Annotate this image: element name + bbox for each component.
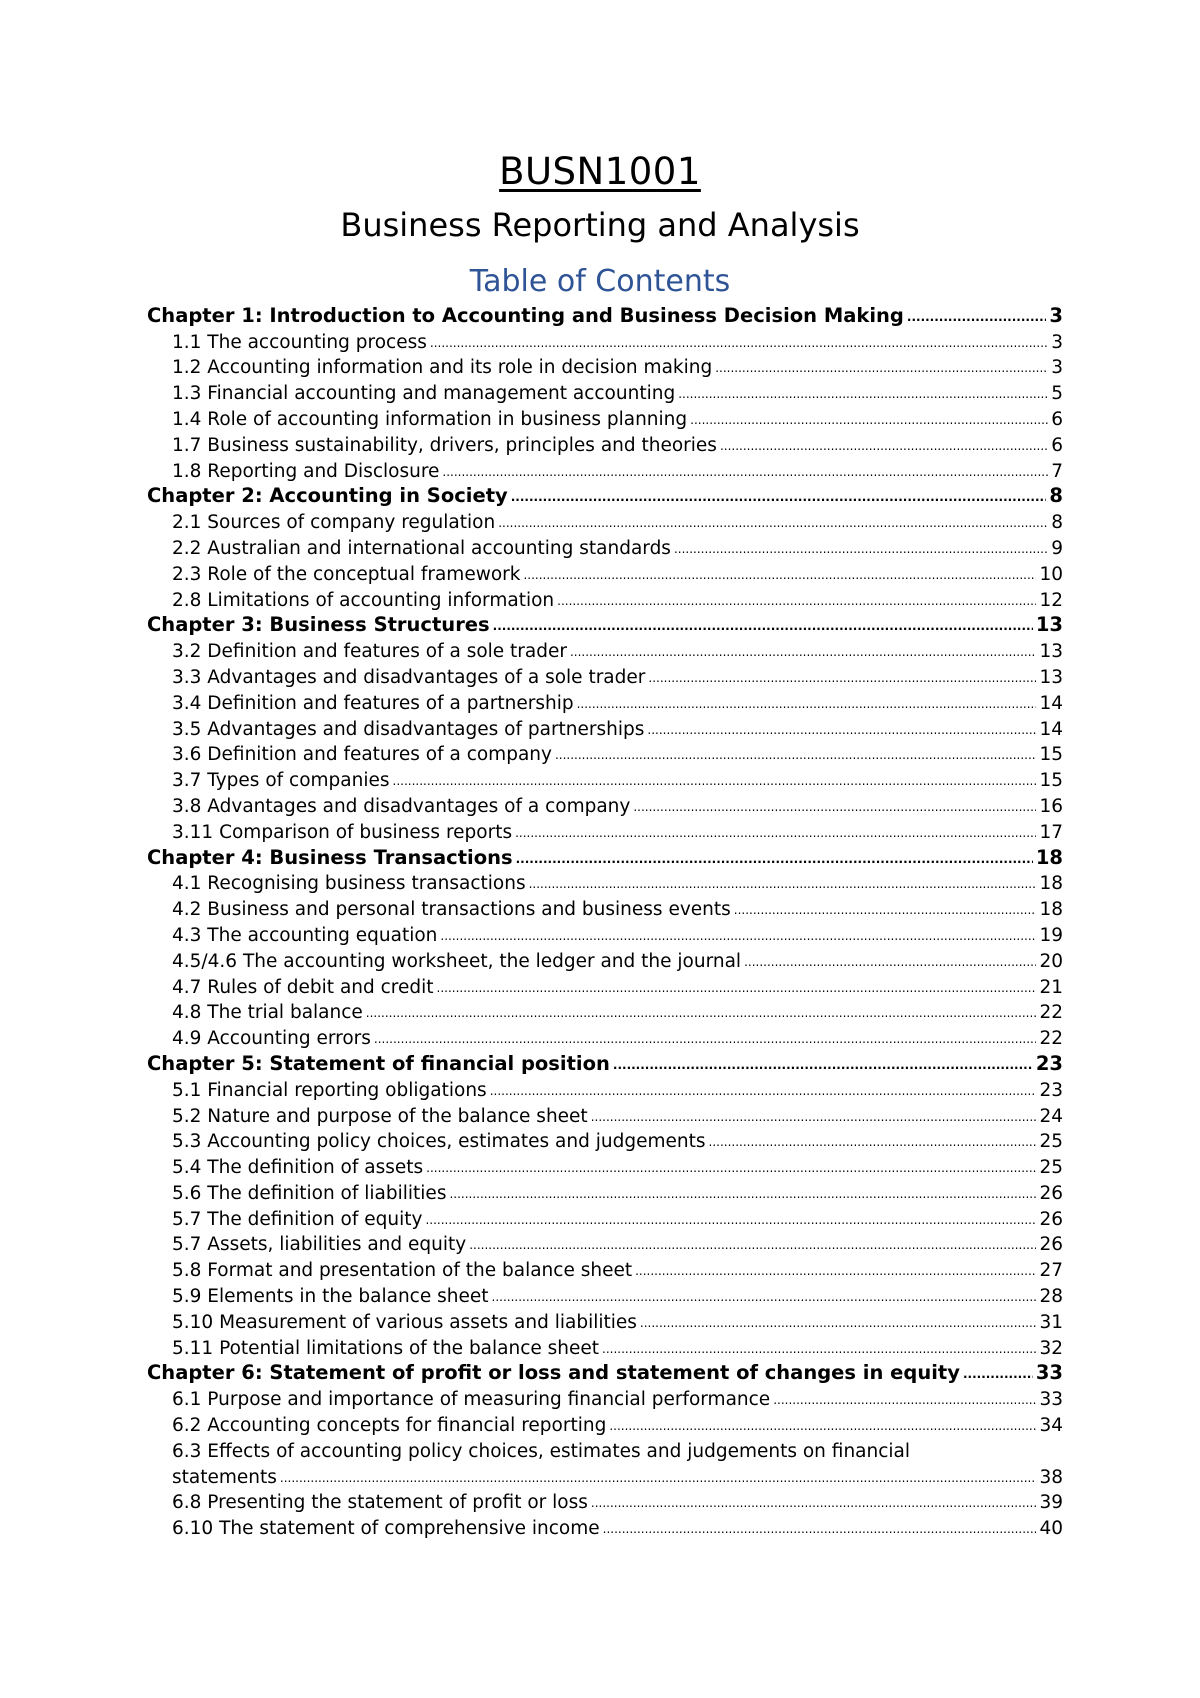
toc-entry-label: 6.3 Effects of accounting policy choices, estimates and judgements on financial bbox=[172, 1440, 911, 1462]
toc-entry-label: 3.3 Advantages and disadvantages of a sole trader bbox=[172, 666, 646, 688]
toc-entry-page: 18 bbox=[1035, 845, 1063, 869]
toc-entry-label: 2.8 Limitations of accounting information bbox=[172, 589, 555, 611]
toc-entry[interactable] bbox=[147, 662, 1063, 688]
dot-leader bbox=[426, 1160, 1036, 1178]
toc-entry-label: Chapter 2: Accounting in Society bbox=[147, 484, 508, 508]
dot-leader bbox=[442, 464, 1048, 482]
toc-entry-label: Chapter 1: Introduction to Accounting and Business Decision Making bbox=[147, 303, 904, 327]
toc-entry[interactable] bbox=[147, 1488, 1063, 1514]
toc-entry-page: 13 bbox=[1039, 641, 1063, 663]
dot-leader bbox=[577, 696, 1037, 714]
dot-leader bbox=[773, 1392, 1036, 1410]
dot-leader bbox=[678, 386, 1048, 404]
toc-entry-label: 6.8 Presenting the statement of profit or loss bbox=[172, 1492, 588, 1514]
toc-entry[interactable] bbox=[147, 1436, 1063, 1462]
toc-entry-label: 3.8 Advantages and disadvantages of a company bbox=[172, 795, 631, 817]
toc-entry-label: 1.2 Accounting information and its role in decision making bbox=[172, 357, 713, 379]
toc-entry-label: 3.7 Types of companies bbox=[172, 770, 390, 792]
dot-leader bbox=[366, 1005, 1037, 1023]
table-of-contents bbox=[147, 301, 1063, 1539]
toc-entry[interactable] bbox=[147, 1204, 1063, 1230]
toc-entry-page: 6 bbox=[1051, 434, 1063, 456]
toc-entry[interactable] bbox=[147, 507, 1063, 533]
toc-entry-label: 1.3 Financial accounting and management accounting bbox=[172, 383, 676, 405]
toc-entry[interactable] bbox=[147, 1101, 1063, 1127]
toc-entry-page: 31 bbox=[1039, 1311, 1063, 1333]
toc-entry-label: 6.10 The statement of comprehensive income bbox=[172, 1518, 600, 1540]
toc-entry-page: 19 bbox=[1039, 924, 1063, 946]
toc-entry[interactable] bbox=[147, 404, 1063, 430]
dot-leader bbox=[493, 618, 1033, 636]
toc-entry[interactable] bbox=[147, 585, 1063, 611]
toc-entry-page: 10 bbox=[1039, 563, 1063, 585]
dot-leader bbox=[647, 722, 1036, 740]
toc-chapter-entry[interactable] bbox=[147, 482, 1063, 508]
toc-entry-page: 7 bbox=[1051, 460, 1063, 482]
toc-entry[interactable] bbox=[147, 791, 1063, 817]
toc-entry-page: 13 bbox=[1035, 613, 1063, 637]
toc-entry[interactable] bbox=[147, 533, 1063, 559]
toc-entry-label: 4.8 The trial balance bbox=[172, 1002, 363, 1024]
toc-entry-page: 23 bbox=[1035, 1051, 1063, 1075]
toc-entry[interactable] bbox=[147, 636, 1063, 662]
dot-leader bbox=[437, 980, 1037, 998]
dot-leader bbox=[613, 1057, 1033, 1075]
toc-entry-label: Chapter 5: Statement of financial position bbox=[147, 1051, 610, 1075]
dot-leader bbox=[635, 1263, 1036, 1281]
toc-entry-label: 5.8 Format and presentation of the balance sheet bbox=[172, 1260, 633, 1282]
toc-entry-label: Chapter 6: Statement of profit or loss and statement of changes in equity bbox=[147, 1361, 960, 1385]
dot-leader bbox=[633, 799, 1036, 817]
toc-entry-label: 1.1 The accounting process bbox=[172, 331, 427, 353]
dot-leader bbox=[709, 1134, 1037, 1152]
toc-entry-label: 4.3 The accounting equation bbox=[172, 924, 438, 946]
toc-entry[interactable] bbox=[147, 740, 1063, 766]
toc-entry-label: 5.10 Measurement of various assets and liabilities bbox=[172, 1311, 637, 1333]
toc-entry[interactable] bbox=[147, 1230, 1063, 1256]
toc-entry-page: 23 bbox=[1039, 1079, 1063, 1101]
toc-entry-label: 3.11 Comparison of business reports bbox=[172, 821, 513, 843]
toc-entry-page: 3 bbox=[1051, 331, 1063, 353]
toc-entry-label: 4.5/4.6 The accounting worksheet, the ledger and the journal bbox=[172, 950, 742, 972]
dot-leader bbox=[516, 851, 1033, 869]
dot-leader bbox=[498, 515, 1048, 533]
toc-entry[interactable] bbox=[147, 1333, 1063, 1359]
toc-entry-page: 15 bbox=[1039, 744, 1063, 766]
toc-entry-page: 22 bbox=[1039, 1002, 1063, 1024]
dot-leader bbox=[591, 1495, 1037, 1513]
toc-entry[interactable] bbox=[147, 1281, 1063, 1307]
toc-entry[interactable] bbox=[147, 327, 1063, 353]
toc-entry-page: 5 bbox=[1051, 383, 1063, 405]
dot-leader bbox=[603, 1521, 1037, 1539]
dot-leader bbox=[963, 1366, 1033, 1384]
toc-entry-page: 16 bbox=[1039, 795, 1063, 817]
dot-leader bbox=[469, 1237, 1036, 1255]
toc-entry-label: 5.7 Assets, liabilities and equity bbox=[172, 1234, 467, 1256]
toc-entry-label: 2.3 Role of the conceptual framework bbox=[172, 563, 521, 585]
toc-entry-page: 13 bbox=[1039, 666, 1063, 688]
dot-leader bbox=[640, 1315, 1037, 1333]
toc-entry[interactable] bbox=[147, 1255, 1063, 1281]
toc-entry-label: 5.3 Accounting policy choices, estimates and judgements bbox=[172, 1131, 706, 1153]
toc-entry-page: 18 bbox=[1039, 873, 1063, 895]
dot-leader bbox=[511, 489, 1047, 507]
toc-entry-page: 32 bbox=[1039, 1337, 1063, 1359]
toc-entry[interactable] bbox=[147, 972, 1063, 998]
dot-leader bbox=[425, 1212, 1036, 1230]
toc-entry-page: 6 bbox=[1051, 408, 1063, 430]
toc-entry[interactable] bbox=[147, 559, 1063, 585]
dot-leader bbox=[440, 928, 1036, 946]
toc-entry[interactable] bbox=[147, 1307, 1063, 1333]
toc-entry[interactable] bbox=[147, 430, 1063, 456]
toc-entry[interactable] bbox=[147, 353, 1063, 379]
toc-entry-label: 4.9 Accounting errors bbox=[172, 1028, 371, 1050]
toc-entry-page: 33 bbox=[1035, 1361, 1063, 1385]
dot-leader bbox=[690, 412, 1048, 430]
course-title: Business Reporting and Analysis bbox=[340, 206, 860, 244]
dot-leader bbox=[515, 825, 1036, 843]
toc-chapter-entry[interactable] bbox=[147, 1049, 1063, 1075]
toc-entry[interactable] bbox=[147, 1513, 1063, 1539]
toc-chapter-entry[interactable] bbox=[147, 301, 1063, 327]
toc-entry-page: 33 bbox=[1039, 1389, 1063, 1411]
dot-leader bbox=[715, 360, 1048, 378]
toc-entry[interactable] bbox=[147, 1152, 1063, 1178]
dot-leader bbox=[490, 1083, 1037, 1101]
dot-leader bbox=[557, 593, 1036, 611]
toc-entry[interactable] bbox=[147, 920, 1063, 946]
toc-entry-page: 14 bbox=[1039, 718, 1063, 740]
toc-entry[interactable] bbox=[147, 998, 1063, 1024]
toc-entry-label: statements bbox=[172, 1466, 277, 1488]
toc-entry-label: 3.5 Advantages and disadvantages of partnerships bbox=[172, 718, 645, 740]
dot-leader bbox=[374, 1031, 1037, 1049]
dot-leader bbox=[492, 1289, 1037, 1307]
toc-entry-page: 34 bbox=[1039, 1415, 1063, 1437]
toc-entry[interactable] bbox=[147, 1410, 1063, 1436]
toc-entry[interactable] bbox=[147, 714, 1063, 740]
toc-entry-label: 5.2 Nature and purpose of the balance sheet bbox=[172, 1105, 588, 1127]
toc-entry-label: 2.2 Australian and international accounting standards bbox=[172, 537, 671, 559]
toc-entry[interactable] bbox=[147, 1178, 1063, 1204]
toc-entry-label: 4.7 Rules of debit and credit bbox=[172, 976, 434, 998]
dot-leader bbox=[609, 1418, 1036, 1436]
toc-entry[interactable] bbox=[147, 817, 1063, 843]
dot-leader bbox=[555, 747, 1036, 765]
toc-entry-page: 25 bbox=[1039, 1131, 1063, 1153]
toc-chapter-entry[interactable] bbox=[147, 843, 1063, 869]
toc-entry-page: 22 bbox=[1039, 1028, 1063, 1050]
dot-leader bbox=[393, 773, 1037, 791]
toc-entry-page: 26 bbox=[1039, 1234, 1063, 1256]
dot-leader bbox=[744, 954, 1036, 972]
dot-leader bbox=[602, 1341, 1036, 1359]
toc-entry-label: Chapter 4: Business Transactions bbox=[147, 845, 513, 869]
dot-leader bbox=[523, 567, 1036, 585]
toc-entry[interactable] bbox=[147, 1023, 1063, 1049]
toc-entry-page: 8 bbox=[1051, 512, 1063, 534]
toc-entry-label: 2.1 Sources of company regulation bbox=[172, 512, 496, 534]
toc-entry-page: 9 bbox=[1051, 537, 1063, 559]
toc-entry-page: 21 bbox=[1039, 976, 1063, 998]
toc-entry-label: 4.1 Recognising business transactions bbox=[172, 873, 526, 895]
toc-entry-label: 6.2 Accounting concepts for financial reporting bbox=[172, 1415, 607, 1437]
dot-leader bbox=[674, 541, 1048, 559]
toc-entry-page: 26 bbox=[1039, 1208, 1063, 1230]
toc-entry[interactable] bbox=[147, 456, 1063, 482]
toc-entry-label: 1.8 Reporting and Disclosure bbox=[172, 460, 440, 482]
toc-entry-page: 26 bbox=[1039, 1182, 1063, 1204]
dot-leader bbox=[570, 644, 1036, 662]
dot-leader bbox=[529, 876, 1037, 894]
toc-entry-page: 3 bbox=[1051, 357, 1063, 379]
dot-leader bbox=[430, 335, 1048, 353]
dot-leader bbox=[720, 438, 1048, 456]
toc-entry[interactable] bbox=[147, 1384, 1063, 1410]
toc-entry-label: 5.6 The definition of liabilities bbox=[172, 1182, 447, 1204]
toc-entry-page: 18 bbox=[1039, 899, 1063, 921]
toc-entry-label: 5.7 The definition of equity bbox=[172, 1208, 423, 1230]
dot-leader bbox=[449, 1186, 1036, 1204]
toc-entry-page: 24 bbox=[1039, 1105, 1063, 1127]
toc-entry-page: 15 bbox=[1039, 770, 1063, 792]
toc-entry-page: 17 bbox=[1039, 821, 1063, 843]
toc-entry-label: 5.4 The definition of assets bbox=[172, 1157, 424, 1179]
toc-entry-page: 28 bbox=[1039, 1286, 1063, 1308]
toc-entry[interactable] bbox=[147, 688, 1063, 714]
toc-entry-label: 6.1 Purpose and importance of measuring financial performance bbox=[172, 1389, 771, 1411]
toc-entry-label: 1.4 Role of accounting information in business planning bbox=[172, 408, 688, 430]
toc-entry[interactable] bbox=[147, 869, 1063, 895]
toc-entry-label: Chapter 3: Business Structures bbox=[147, 613, 490, 637]
toc-heading: Table of Contents bbox=[469, 264, 731, 299]
toc-entry-page: 40 bbox=[1039, 1518, 1063, 1540]
toc-entry-label: 3.6 Definition and features of a company bbox=[172, 744, 552, 766]
toc-entry[interactable] bbox=[147, 765, 1063, 791]
toc-entry[interactable] bbox=[147, 894, 1063, 920]
dot-leader bbox=[591, 1109, 1037, 1127]
toc-entry-page: 27 bbox=[1039, 1260, 1063, 1282]
toc-entry-label: 1.7 Business sustainability, drivers, principles and theories bbox=[172, 434, 717, 456]
toc-entry-label: 4.2 Business and personal transactions and business events bbox=[172, 899, 731, 921]
toc-entry-page: 20 bbox=[1039, 950, 1063, 972]
toc-entry-page: 38 bbox=[1039, 1466, 1063, 1488]
toc-entry-page: 3 bbox=[1049, 303, 1063, 327]
dot-leader bbox=[280, 1470, 1037, 1488]
toc-entry-continuation[interactable] bbox=[147, 1462, 1063, 1488]
toc-entry-label: 3.4 Definition and features of a partnership bbox=[172, 692, 574, 714]
toc-entry[interactable] bbox=[147, 946, 1063, 972]
toc-entry-page: 8 bbox=[1049, 484, 1063, 508]
toc-entry-page: 14 bbox=[1039, 692, 1063, 714]
toc-entry[interactable] bbox=[147, 378, 1063, 404]
dot-leader bbox=[734, 902, 1037, 920]
toc-entry-page: 25 bbox=[1039, 1157, 1063, 1179]
toc-entry[interactable] bbox=[147, 1127, 1063, 1153]
toc-entry-label: 5.1 Financial reporting obligations bbox=[172, 1079, 487, 1101]
toc-entry-page: 12 bbox=[1039, 589, 1063, 611]
toc-chapter-entry[interactable] bbox=[147, 611, 1063, 637]
toc-entry-label: 5.11 Potential limitations of the balance sheet bbox=[172, 1337, 600, 1359]
toc-entry[interactable] bbox=[147, 1075, 1063, 1101]
toc-entry-label: 3.2 Definition and features of a sole trader bbox=[172, 641, 567, 663]
dot-leader bbox=[648, 670, 1036, 688]
toc-entry-label: 5.9 Elements in the balance sheet bbox=[172, 1286, 489, 1308]
toc-chapter-entry[interactable] bbox=[147, 1359, 1063, 1385]
toc-entry-page: 39 bbox=[1039, 1492, 1063, 1514]
course-code: BUSN1001 bbox=[499, 150, 701, 193]
dot-leader bbox=[907, 309, 1047, 327]
